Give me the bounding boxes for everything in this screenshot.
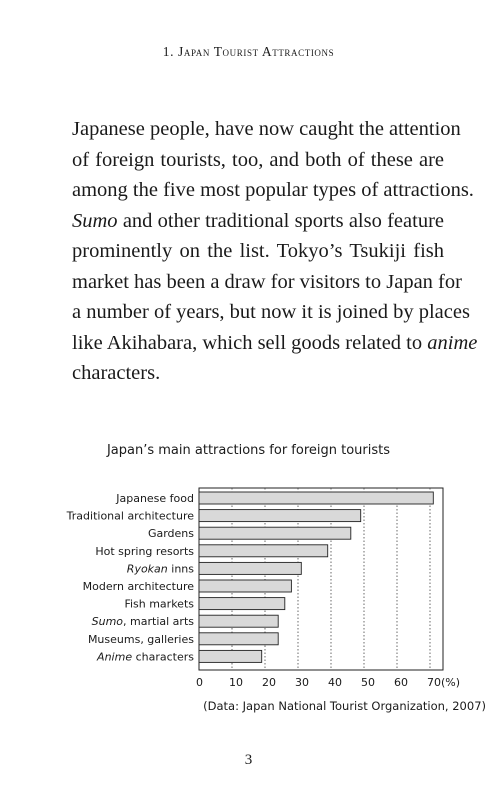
x-tick-label: 10 <box>229 676 243 689</box>
category-label: Museums, galleries <box>87 632 194 646</box>
category-label: Hot spring resorts <box>95 544 194 558</box>
category-label: Traditional architecture <box>66 509 194 523</box>
category-label: Ryokan inns <box>126 562 194 576</box>
bar <box>199 633 278 645</box>
bar <box>199 562 301 574</box>
x-tick-label: 40 <box>328 676 342 689</box>
body-line: among the five most popular types of attractions. <box>72 179 474 201</box>
body-paragraph <box>72 114 478 389</box>
category-label: Japanese food <box>116 492 194 505</box>
bar-chart <box>0 480 497 690</box>
body-line: a number of years, but now it is joined by places <box>72 301 470 323</box>
category-label: Gardens <box>147 527 194 541</box>
chart-title: Japan’s main attractions for foreign tourists <box>106 443 391 458</box>
body-line: prominently on the list. Tokyo’s Tsukiji fish <box>72 240 444 262</box>
bar <box>199 650 262 662</box>
bar <box>199 598 285 610</box>
bar <box>199 510 361 522</box>
x-tick-label: 30 <box>295 676 309 689</box>
italic-term: Sumo <box>72 209 118 232</box>
x-tick-label: 60 <box>394 676 408 689</box>
body-line: characters. <box>72 362 161 384</box>
x-tick-label: 0 <box>196 676 203 689</box>
running-head: 1. Japan Tourist Attractions <box>162 44 335 59</box>
x-tick-label: 70(%) <box>427 676 461 689</box>
bar <box>199 492 433 504</box>
bar <box>199 527 351 539</box>
body-line: like Akihabara, which sell goods related to anime <box>72 331 478 354</box>
body-line: market has been a draw for visitors to Japan for <box>72 270 462 293</box>
source-note: (Data: Japan National Tourist Organization, 2007) <box>203 699 486 713</box>
body-line: Japanese people, have now caught the attention <box>72 118 461 140</box>
category-label: Modern architecture <box>82 580 194 593</box>
bar <box>199 545 328 557</box>
body-line: of foreign tourists, too, and both of these are <box>72 148 444 171</box>
bar <box>199 580 291 592</box>
category-label: Anime characters <box>97 650 194 664</box>
bar <box>199 615 278 627</box>
italic-term: anime <box>427 331 478 354</box>
x-tick-label: 20 <box>262 676 276 689</box>
category-label: Fish markets <box>124 597 194 611</box>
page-number: 3 <box>244 752 253 768</box>
body-line: Sumo and other traditional sports also feature <box>72 209 444 232</box>
x-tick-label: 50 <box>361 676 375 689</box>
category-label: Sumo, martial arts <box>91 615 194 629</box>
